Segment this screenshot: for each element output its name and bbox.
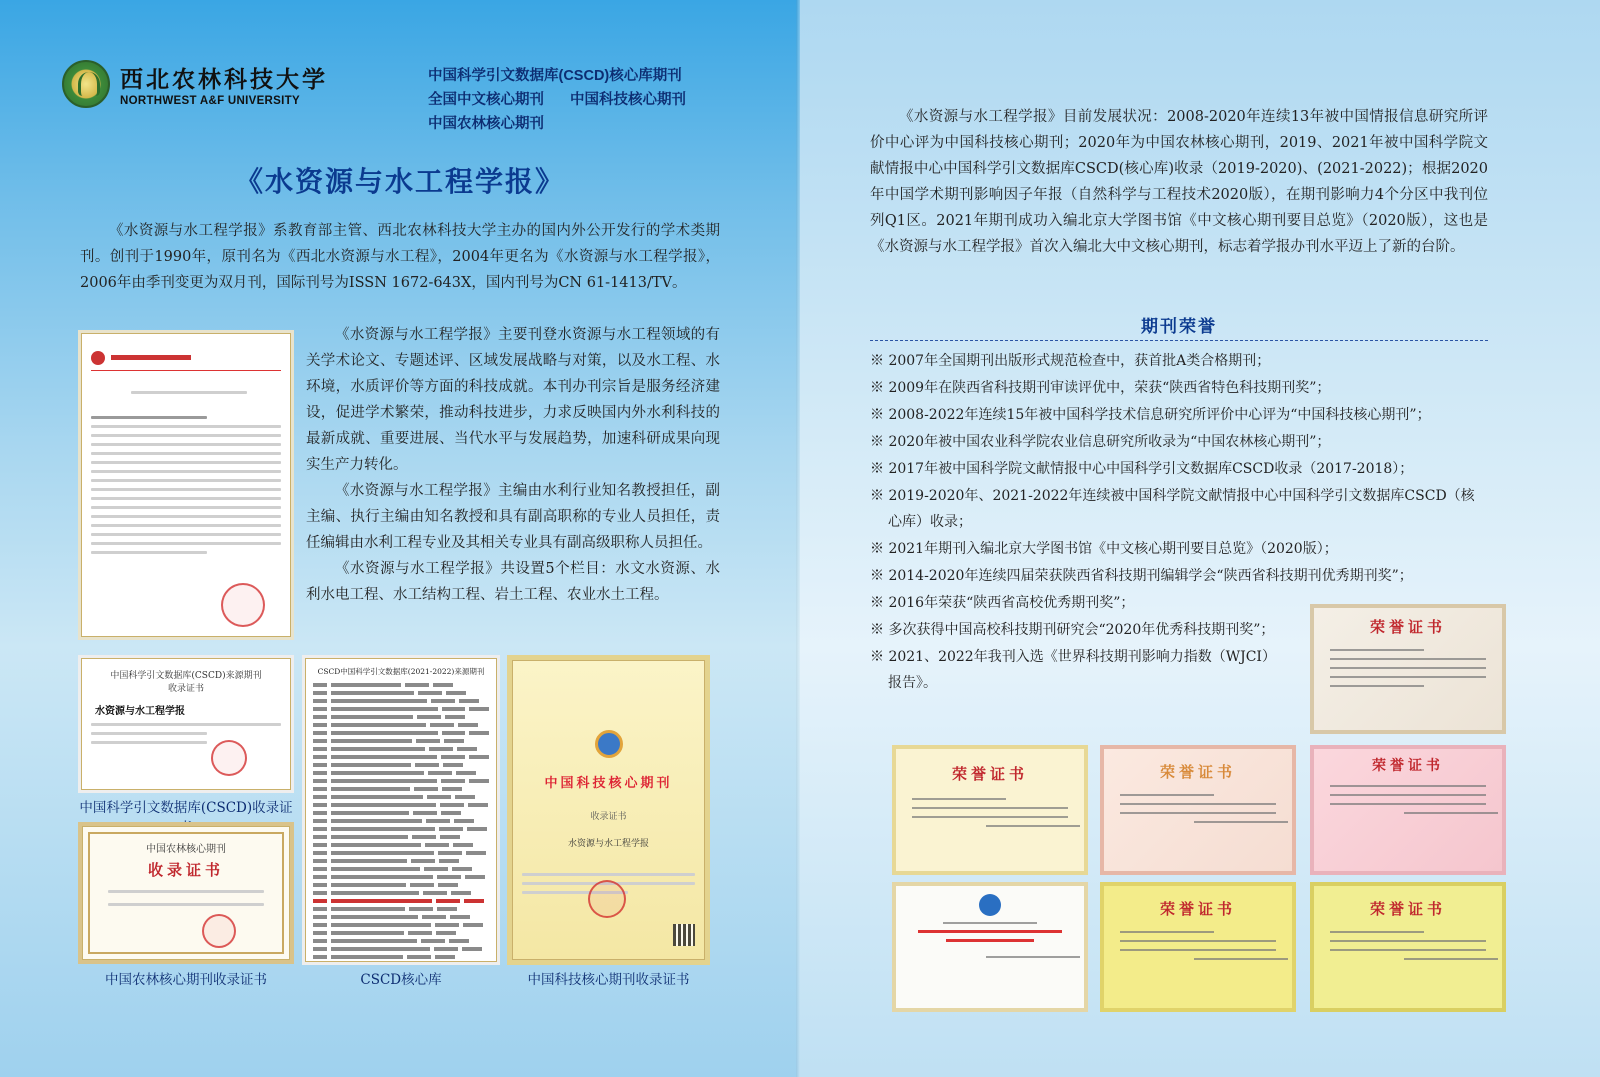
- university-name-en: NORTHWEST A&F UNIVERSITY: [120, 95, 300, 107]
- journal-title: 《水资源与水工程学报》: [234, 165, 565, 198]
- nonglin-cert-head: 中国农林核心期刊: [146, 844, 226, 855]
- table-row: [313, 947, 489, 952]
- table-row: [313, 683, 489, 688]
- intro-paragraph: 《水资源与水工程学报》系教育部主管、西北农林科技大学主办的国内外公开发行的学术类期刊。创刊于1990年，原刊名为《西北水资源与水工程》，2004年更名为《水资源与水工程学报》，2006年由季刊变更为双月刊，国际刊号为ISSN 1672-643X，国内刊号为CN 61-1413/TV。: [80, 223, 720, 291]
- table-row: [313, 907, 489, 912]
- table-row: [313, 795, 489, 800]
- index-item: 中国科学引文数据库(CSCD)核心库期刊: [428, 68, 682, 84]
- qr-code-icon: [673, 924, 695, 946]
- table-row: [313, 723, 489, 728]
- editors-paragraph: 《水资源与水工程学报》主编由水利行业知名教授担任，副主编、执行主编由知名教授和具有副高职称的专业人员担任，责任编辑由水利工程专业及其相关专业具有副高级职称人员担任。: [306, 483, 720, 551]
- table-row: [313, 939, 489, 944]
- table-row: [313, 699, 489, 704]
- table-row: [313, 955, 489, 960]
- keji-certificate-image: [507, 655, 710, 965]
- nonglin-cert-title: 收录证书: [147, 861, 224, 879]
- honor-item: ※ 2016年荣获“陕西省高校优秀期刊奖”；: [870, 595, 1135, 611]
- table-row: [313, 747, 489, 752]
- honor-item: ※ 2008-2022年连续15年被中国科学技术信息研究所评价中心评为“中国科技核心期刊”；: [870, 407, 1431, 423]
- table-row: [313, 755, 489, 760]
- honor-title: 期刊荣誉: [1141, 317, 1217, 337]
- table-row: [313, 851, 489, 856]
- table-row: [313, 707, 489, 712]
- keji-caption: 中国科技核心期刊收录证书: [527, 972, 690, 988]
- cscd-list-image: [302, 655, 500, 965]
- table-row: [313, 811, 489, 816]
- honor-item: ※ 2014-2020年连续四届荣获陕西省科技期刊编辑学会“陕西省科技期刊优秀期刊奖”；: [870, 568, 1413, 584]
- honor-divider: [870, 340, 1488, 341]
- award-certificate-image: [892, 882, 1088, 1012]
- award-certificate-image: [1310, 745, 1506, 875]
- nonglin-caption: 中国农林核心期刊收录证书: [105, 972, 267, 988]
- red-stamp-icon: [202, 914, 236, 948]
- scope-text: [306, 322, 720, 608]
- association-emblem-icon: [979, 894, 1001, 916]
- award-title: 荣誉证书: [1159, 900, 1236, 918]
- status-paragraph: 《水资源与水工程学报》目前发展状况：2008-2020年连续13年被中国情报信息研究所评价中心评为中国科技核心期刊；2020年为中国农林核心期刊，2019、2021年被中国科学院文献情报中心中国科学引文数据库CSCD(核心库)收录（2019-2020)、(2021-2022)；根据2020年中国学术期刊影响因子年报（自然科学与工程技术2020版），在期刊影响力4个分区中我刊位列Q1区。2021年期刊成功入编北京大学图书馆《中文核心期刊要目总览》（2020版），这也是《水资源与水工程学报》首次入编北大中文核心期刊，标志着学报办刊水平迈上了新的台阶。: [870, 109, 1488, 255]
- table-row: [313, 763, 489, 768]
- table-row: [313, 883, 489, 888]
- award-title: 荣誉证书: [1372, 758, 1444, 774]
- keji-cert-sub: 收录证书: [590, 812, 627, 822]
- columns-paragraph: 《水资源与水工程学报》共设置5个栏目：水文水资源、水利水电工程、水工结构工程、岩土工程、农业水土工程。: [306, 561, 720, 603]
- table-row: [313, 731, 489, 736]
- university-logo: [62, 60, 328, 108]
- table-row: [313, 859, 489, 864]
- table-row: [313, 963, 489, 965]
- cscd-table: [305, 683, 497, 965]
- table-row: [313, 875, 489, 880]
- letterhead-emblem-icon: [91, 351, 105, 365]
- red-stamp-icon: [588, 880, 626, 918]
- honor-item: ※ 2021、2022年我刊入选《世界科技期刊影响力指数（WJCI）报告》。: [870, 649, 1276, 691]
- award-certificate-image: [892, 745, 1088, 875]
- award-title: 荣誉证书: [951, 765, 1028, 783]
- university-emblem-icon: [62, 60, 110, 108]
- keji-cert-journal: 水资源与水工程学报: [567, 839, 649, 849]
- honor-item: ※ 多次获得中国高校科技期刊研究会“2020年优秀科技期刊奖”；: [870, 622, 1275, 638]
- cscd-certificate-image: [78, 655, 294, 793]
- cscd-list-caption: CSCD核心库: [360, 972, 442, 988]
- table-row: [313, 867, 489, 872]
- honor-item: ※ 2019-2020年、2021-2022年连续被中国科学院文献情报中心中国科学引文数据库CSCD（核心库）收录；: [870, 488, 1475, 530]
- table-row: [313, 923, 489, 928]
- index-list: [428, 64, 686, 136]
- honor-item: ※ 2017年被中国科学院文献情报中心中国科学引文数据库CSCD收录（2017-2018）；: [870, 461, 1414, 477]
- table-row: [313, 771, 489, 776]
- award-title: 荣誉证书: [1369, 900, 1446, 918]
- table-row: [313, 739, 489, 744]
- index-item: 全国中文核心期刊: [428, 92, 544, 108]
- table-row: [313, 787, 489, 792]
- keji-cert-title: 中国科技核心期刊: [544, 776, 673, 791]
- honor-item: ※ 2020年被中国农业科学院农业信息研究所收录为“中国农林核心期刊”；: [870, 434, 1331, 450]
- table-row: [313, 899, 489, 904]
- cscd-list-head: CSCD中国科学引文数据库(2021-2022)来源期刊: [317, 667, 485, 676]
- table-row: [313, 803, 489, 808]
- honor-item: ※ 2021年期刊入编北京大学图书馆《中文核心期刊要目总览》（2020版）；: [870, 541, 1338, 557]
- scope-paragraph: 《水资源与水工程学报》主要刊登水资源与水工程领域的有关学术论文、专题述评、区域发展战略与对策，以及水工程、水环境，水质评价等方面的科技成就。本刊办刊宗旨是服务经济建设，促进学术繁荣，推动科技进步，力求反映国内外水利科技的最新成就、重要进展、当代水平与发展趋势，加速科研成果向现实生产力转化。: [306, 327, 720, 473]
- honor-item: ※ 2007年全国期刊出版形式规范检查中，获首批A类合格期刊；: [870, 353, 1271, 369]
- notice-letter-image: [78, 330, 294, 640]
- award-certificate-image: [1100, 745, 1296, 875]
- cscd-cert-journal: 水资源与水工程学报: [95, 706, 185, 717]
- cscd-caption: 中国科学引文数据库(CSCD)收录证: [79, 800, 293, 816]
- cscd-cert-head: 中国科学引文数据库(CSCD)来源期刊: [110, 671, 262, 681]
- award-title: 荣誉证书: [1369, 618, 1446, 636]
- table-row: [313, 915, 489, 920]
- honor-item: ※ 2009年在陕西省科技期刊审读评优中，荣获“陕西省特色科技期刊奖”；: [870, 380, 1331, 396]
- istic-logo-icon: [595, 730, 623, 758]
- table-row: [313, 827, 489, 832]
- award-certificate-image: [1310, 604, 1506, 734]
- table-row: [313, 835, 489, 840]
- university-name-cn: 西北农林科技大学: [120, 66, 328, 93]
- table-row: [313, 779, 489, 784]
- award-title: 荣誉证书: [1159, 763, 1236, 781]
- award-certificate-image: [1310, 882, 1506, 1012]
- red-stamp-icon: [221, 583, 265, 627]
- nonglin-certificate-image: [78, 822, 294, 964]
- red-stamp-icon: [211, 740, 247, 776]
- table-row: [313, 843, 489, 848]
- table-row: [313, 931, 489, 936]
- table-row: [313, 819, 489, 824]
- table-row: [313, 691, 489, 696]
- index-item: 中国农林核心期刊: [428, 116, 544, 132]
- table-row: [313, 891, 489, 896]
- cscd-cert-sub: 收录证书: [167, 684, 204, 694]
- award-certificate-image: [1100, 882, 1296, 1012]
- index-item: 中国科技核心期刊: [570, 92, 686, 108]
- table-row: [313, 715, 489, 720]
